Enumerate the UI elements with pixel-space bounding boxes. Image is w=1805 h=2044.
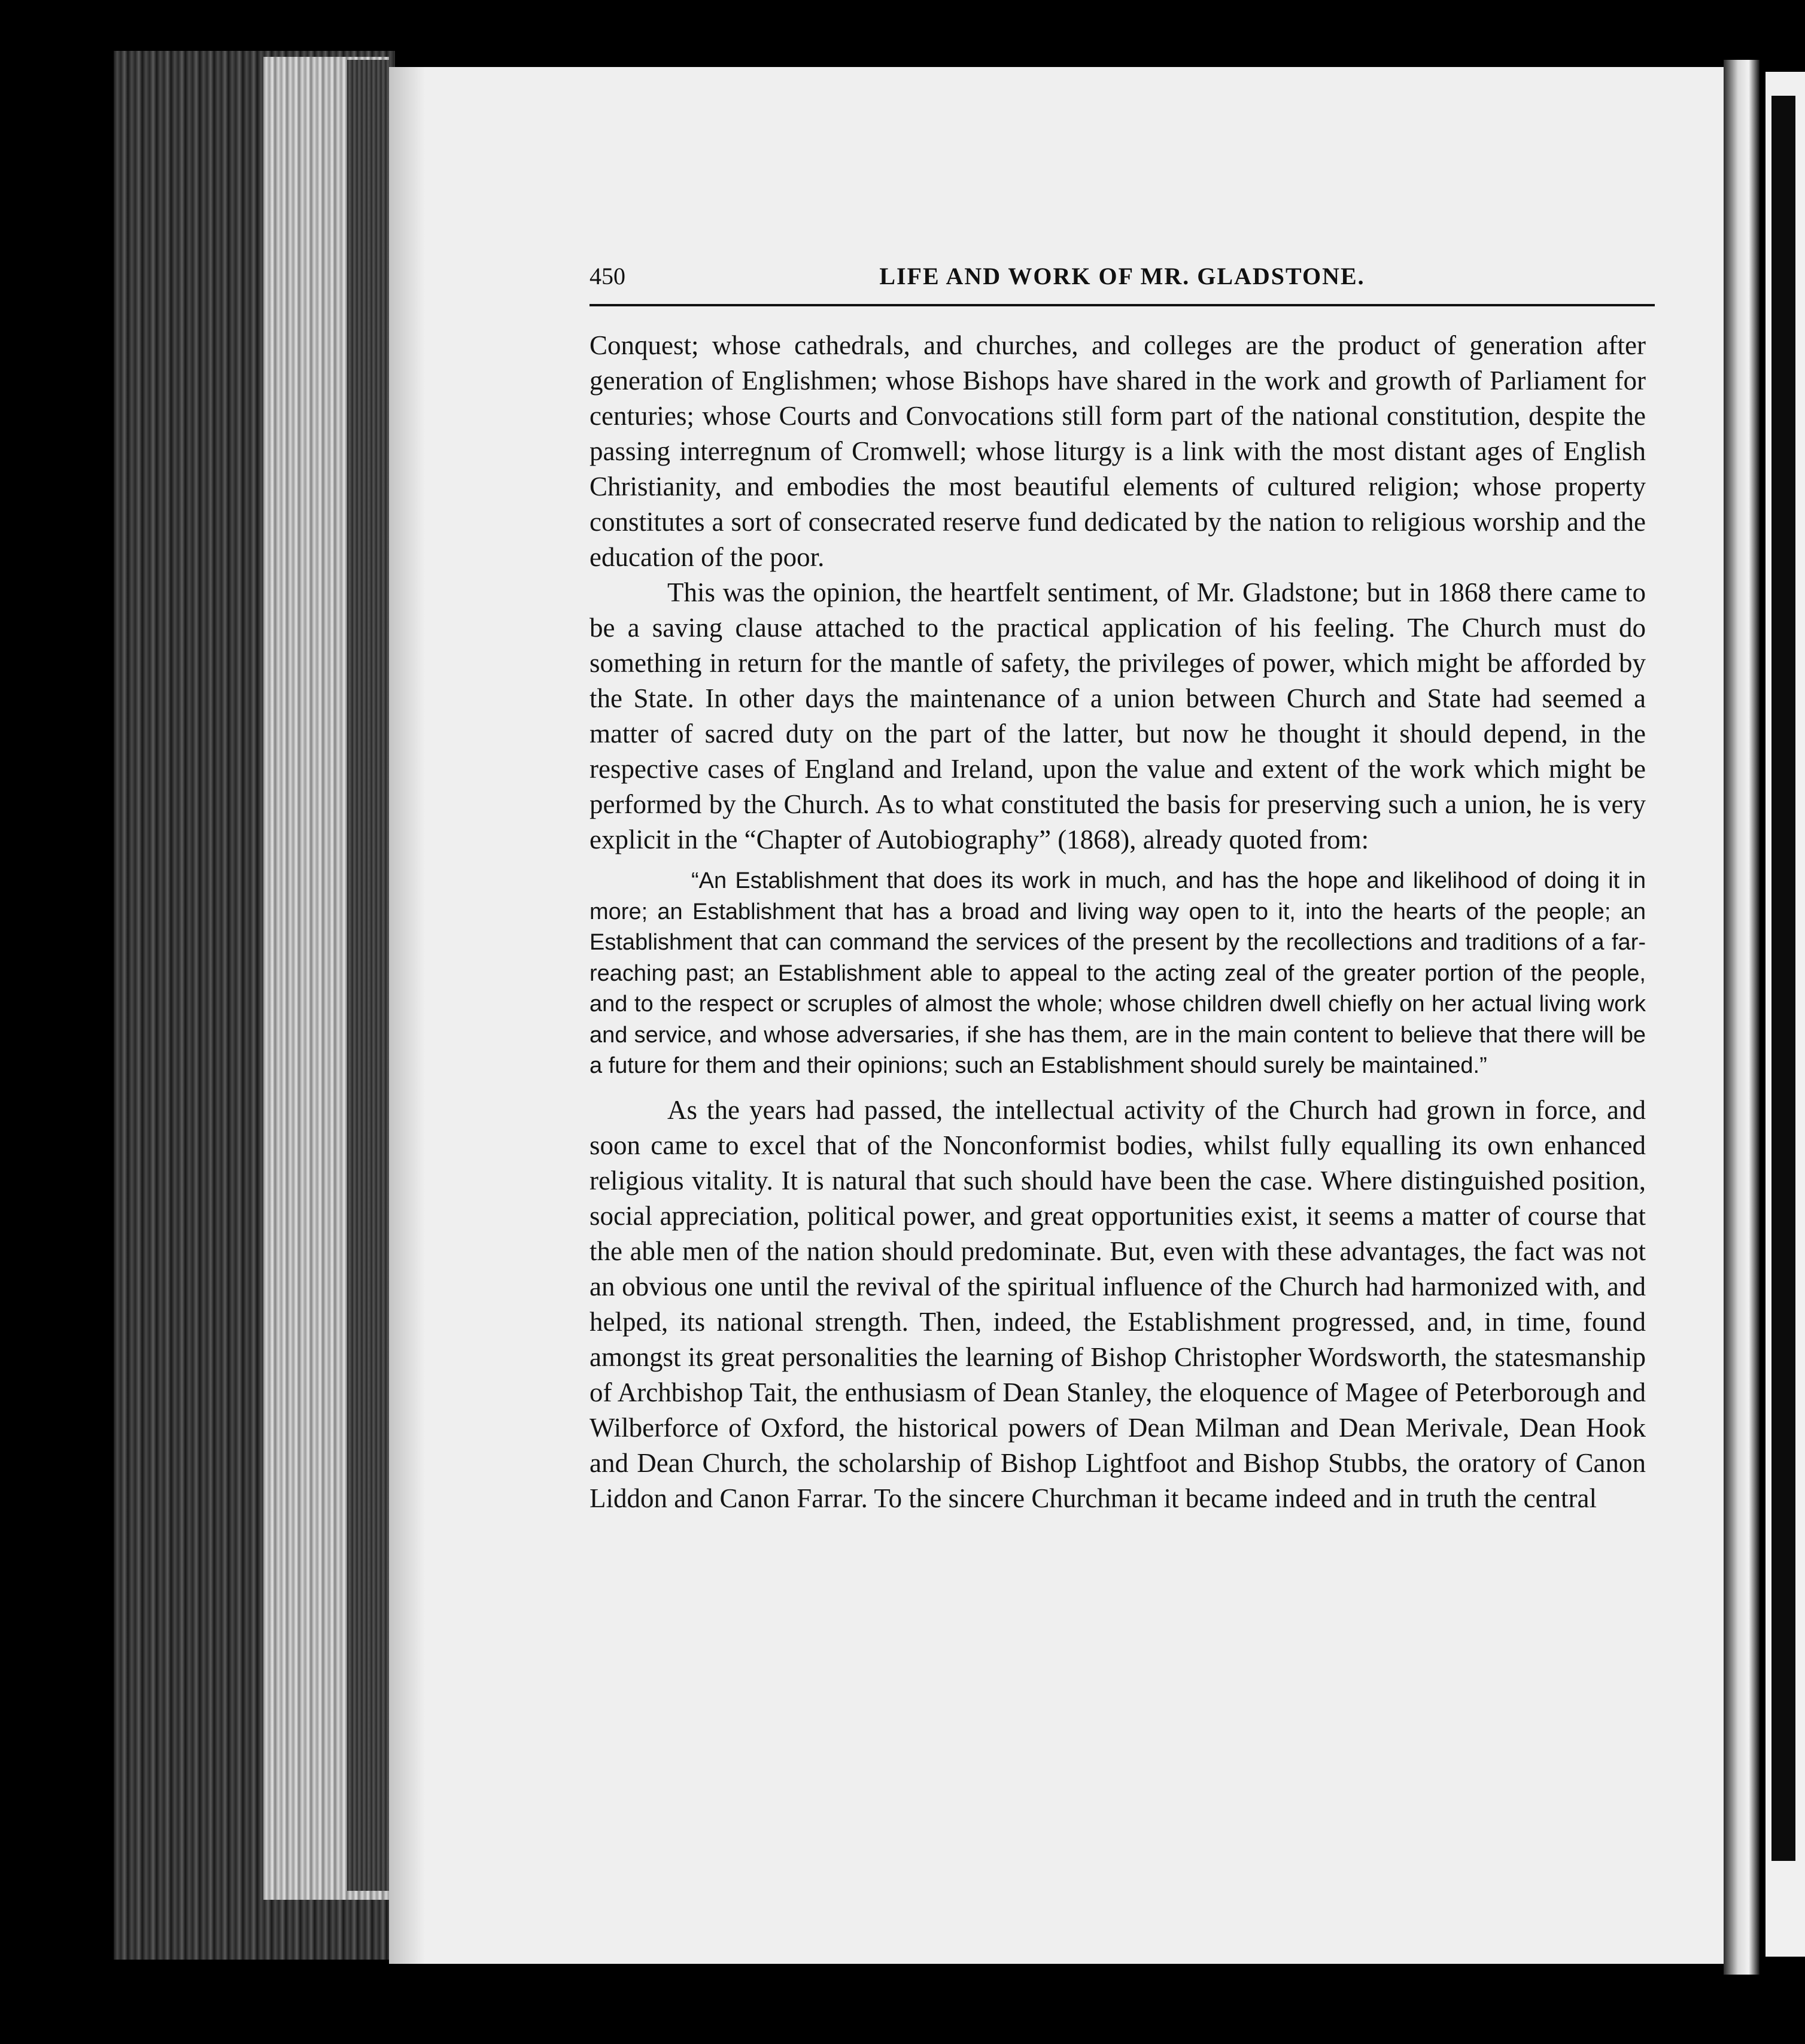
running-title: LIFE AND WORK OF MR. GLADSTONE.	[879, 263, 1365, 290]
right-page-edge	[1724, 60, 1760, 1975]
page-number: 450	[589, 263, 625, 290]
page-stack-edge-inner	[347, 60, 389, 1891]
page-body	[589, 328, 1646, 1516]
page-header	[589, 257, 1655, 305]
paragraph-gladstone-opinion: This was the opinion, the heartfelt sentiment, of Mr. Gladstone; but in 1868 there came to be a saving clause attached to the practical application of his feeling. The Church must do something in return for the mantle of safety, the privileges of power, which might be afforded by the State. In other days the maintenance of a union between Church and State had seemed a matter of sacred duty on the part of the latter, but now he thought it should depend, in the respective cases of England and Ireland, upon the value and extent of the work which might be performed by the Church. As to what constituted the basis for preserving such a union, he is very explicit in the “Chapter of Autobiography” (1868), already quoted from:	[589, 577, 1646, 854]
header-rule	[589, 304, 1655, 306]
paragraph-continuation: Conquest; whose cathedrals, and churches, and colleges are the product of generation after generation of Englishmen; whose Bishops have shared in the work and growth of Parliament for centuries; whose Courts and Convocations still form part of the national constitution, despite the passing interregnum of Cromwell; whose liturgy is a link with the most distant ages of English Christianity, and embodies the most beautiful elements of cultured religion; whose property constitutes a sort of consecrated reserve fund dedicated by the nation to religious worship and the education of the poor.	[589, 330, 1646, 572]
right-neighbor-page-shadow	[1771, 96, 1795, 1861]
paragraph-intellectual-activity: As the years had passed, the intellectual activity of the Church had grown in force, and soon came to excel that of the Nonconformist bodies, whilst fully equalling its own enhanced religious vitality. It is natural that such should have been the case. Where distinguished position, social appreciation, political power, and great opportunities exist, it seems a matter of course that the able men of the nation should predominate. But, even with these advantages, the fact was not an obvious one until the revival of the spiritual influence of the Church had harmonized with, and helped, its national strength. Then, indeed, the Establishment progressed, and, in time, found amongst its great personalities the learning of Bishop Christopher Wordsworth, the statesmanship of Archbishop Tait, the enthusiasm of Dean Stanley, the eloquence of Magee of Peterborough and Wilberforce of Oxford, the historical powers of Dean Milman and Dean Merivale, Dean Hook and Dean Church, the scholarship of Bishop Lightfoot and Bishop Stubbs, the oratory of Canon Liddon and Canon Farrar. To the sincere Churchman it became indeed and in truth the central	[589, 1094, 1646, 1513]
gutter-shadow	[389, 67, 425, 1964]
block-quote-establishment: “An Establishment that does its work in much, and has the hope and likelihood of doing it in more; an Establishment that has a broad and living way open to it, into the hearts of the people; an Establishment that can command the services of the present by the recollections and traditions of a far-reaching past; an Establishment able to appeal to the acting zeal of the greater portion of the people, and to the respect or scruples of almost the whole; whose children dwell chiefly on her actual living work and service, and whose adversaries, if she has them, are in the main content to believe that there will be a future for them and their opinions; such an Establishment should surely be maintained.”	[589, 868, 1646, 1078]
